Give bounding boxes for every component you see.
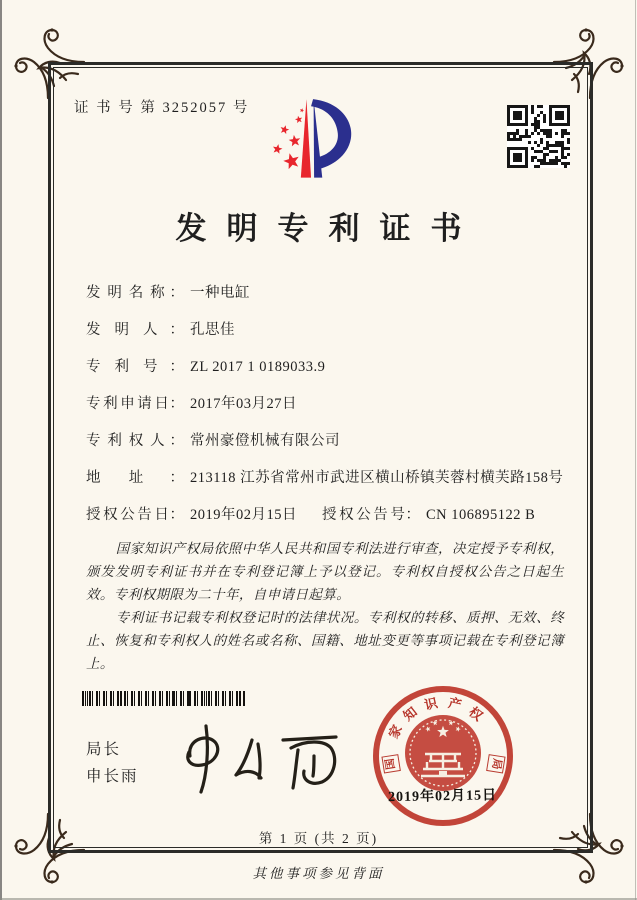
field-address <box>86 466 563 487</box>
legal-paragraph-2: 专利证书记载专利权登记时的法律状况。专利权的转移、质押、无效、终止、恢复和专利权人的姓名或名称、国籍、地址变更等事项记载在专利登记簿上。 <box>86 610 564 671</box>
field-label: 发明人 ： <box>86 318 184 339</box>
commissioner-title: 局长 <box>86 741 122 758</box>
field-label: 地址 ： <box>86 466 184 487</box>
barcode <box>82 691 245 706</box>
qr-code <box>507 105 570 168</box>
page-number: 第 1 页 (共 2 页) <box>258 831 379 846</box>
back-side-note: 其他事项参见背面 <box>252 866 385 881</box>
scan-edge-left <box>0 0 2 900</box>
field-grant-date <box>86 503 297 524</box>
seal-char: 国 <box>381 754 400 773</box>
seal-date: 2019年02月15日 <box>387 788 498 806</box>
certificate-number: 证 书 号 第 3252057 号 <box>74 100 250 116</box>
field-label: 发明名称 ： <box>86 281 184 302</box>
field-label: 专利号 ： <box>86 355 184 376</box>
certificate-title: 发明专利证书 <box>175 211 482 246</box>
seal-char: 权 <box>466 703 486 724</box>
field-invention-name <box>86 281 250 302</box>
field-patentee <box>86 429 340 450</box>
field-value: 常州豪僜机械有限公司 <box>190 433 340 449</box>
cnipa-logo <box>258 92 360 194</box>
scan-edge-right <box>635 0 636 900</box>
field-value: 一种电缸 <box>190 285 250 301</box>
commissioner-name: 申长雨 <box>86 768 139 785</box>
seal-char: 家 <box>385 722 405 741</box>
field-grant-number <box>322 503 535 524</box>
seal-char: 局 <box>486 754 505 773</box>
field-value: 孔思佳 <box>190 322 235 338</box>
field-label: 授权公告号 ： <box>322 503 420 524</box>
field-label: 专利权人 ： <box>86 429 184 450</box>
field-value: ZL 2017 1 0189033.9 <box>190 359 326 375</box>
field-label: 专利申请日 ： <box>86 392 184 413</box>
field-value: 2017年03月27日 <box>190 396 297 412</box>
legal-paragraph-1: 国家知识产权局依照中华人民共和国专利法进行审查，决定授予专利权，颁发发明专利证书并在专利登记簿上予以登记。专利权自授权公告之日起生效。专利权期限为二十年，自申请日起算。 <box>86 541 564 602</box>
seal-char: 知 <box>400 703 420 724</box>
seal-char: 产 <box>446 695 464 713</box>
field-value: 213118 江苏省常州市武进区横山桥镇芙蓉村横芙路158号 <box>190 470 564 486</box>
legal-text-block <box>86 537 564 675</box>
field-patent-number <box>86 355 325 376</box>
field-label: 授权公告日 ： <box>86 503 184 524</box>
commissioner-signature-script <box>160 720 355 798</box>
seal-char: 识 <box>422 695 439 713</box>
field-inventor <box>86 318 235 339</box>
logo-stars <box>272 108 305 170</box>
field-value: 2019年02月15日 <box>190 507 297 523</box>
field-value: CN 106895122 B <box>426 507 536 523</box>
field-filing-date <box>86 392 297 413</box>
